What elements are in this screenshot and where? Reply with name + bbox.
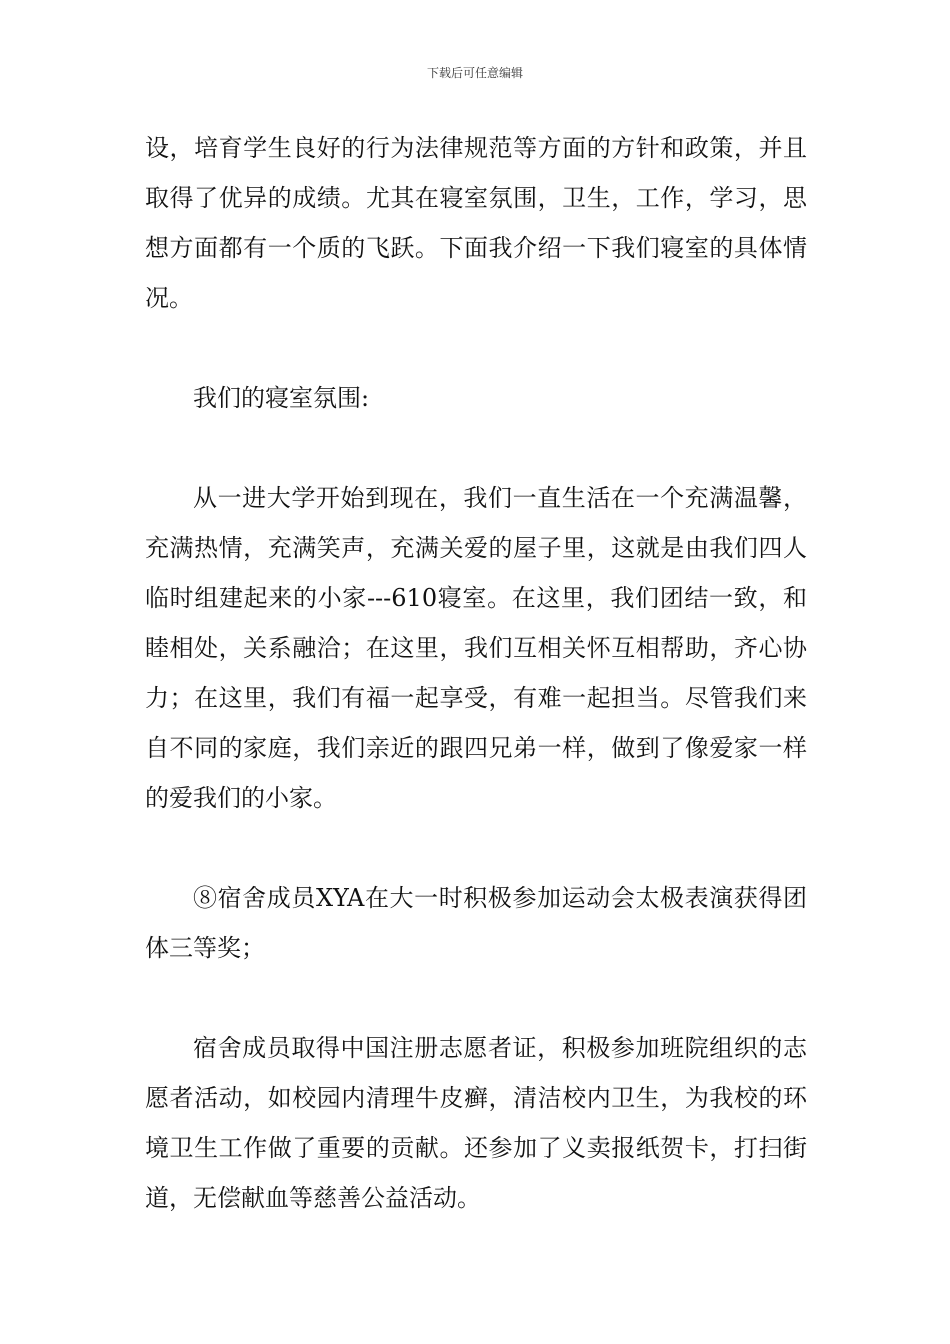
paragraph-spacer [145, 823, 807, 873]
paragraph-volunteer-activities: 宿舍成员取得中国注册志愿者证，积极参加班院组织的志愿者活动，如校园内清理牛皮癣，清洁校内卫生，为我校的环境卫生工作做了重要的贡献。还参加了义卖报纸贺卡，打扫街道，无偿献血等慈善公益活动。 [145, 1034, 807, 1212]
paragraph-spacer [145, 323, 807, 373]
paragraph-intro-continuation: 设，培育学生良好的行为法律规范等方面的方针和政策，并且取得了优异的成绩。尤其在寝室氛围，卫生，工作，学习，思想方面都有一个质的飞跃。下面我介绍一下我们寝室的具体情况。 [145, 134, 807, 312]
document-body [145, 123, 807, 1223]
page-header: 下载后可任意编辑 [426, 66, 523, 80]
paragraph-spacer [145, 973, 807, 1023]
paragraph-spacer [145, 423, 807, 473]
paragraph-award-item: ⑧宿舍成员XYA在大一时积极参加运动会太极表演获得团体三等奖； [145, 884, 807, 962]
paragraph-dorm-description: 从一进大学开始到现在，我们一直生活在一个充满温馨，充满热情，充满笑声，充满关爱的屋子里，这就是由我们四人临时组建起来的小家---610寝室。在这里，我们团结一致，和睦相处，关系融洽；在这里，我们互相关怀互相帮助，齐心协力；在这里，我们有福一起享受，有难一起担当。尽管我们来自不同的家庭，我们亲近的跟四兄弟一样，做到了像爱家一样的爱我们的小家。 [145, 484, 807, 812]
section-heading-dorm-atmosphere: 我们的寝室氛围: [193, 384, 370, 412]
